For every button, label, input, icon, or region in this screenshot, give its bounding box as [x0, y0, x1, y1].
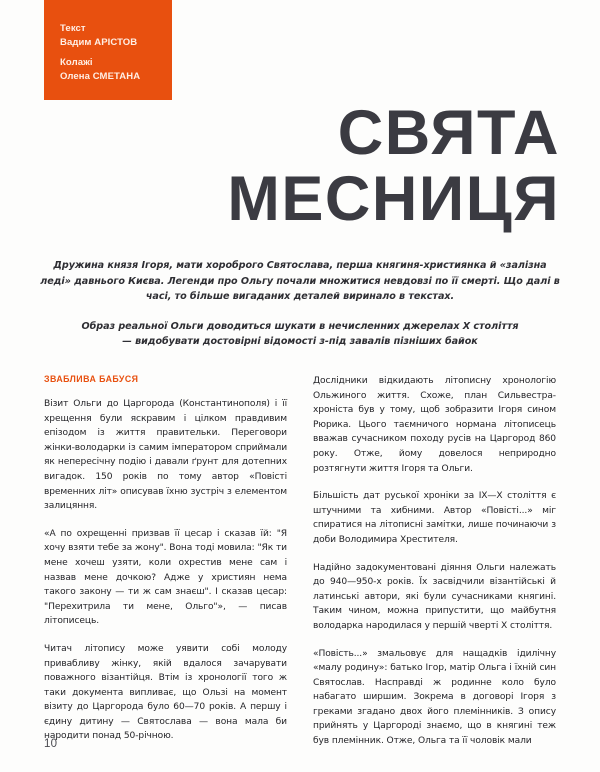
body-paragraph: Надійно задокументовані діяння Ольги належать до 940—950-х років. Їх засвідчили візантійські й латинські автори, які були сучасниками княгині. Таким чином, можна припустити, що майбутня володарка народилася у першій чверті X століття.	[313, 562, 556, 631]
page-title	[0, 98, 600, 234]
page-title-line-2: МЕСНИЦЯ	[227, 163, 560, 234]
lead-paragraph-2: Образ реальної Ольги доводиться шукати в нечисленних джерелах X століття — видобувати достовірні відомості з-під завалів пізніших байок	[81, 320, 519, 347]
body-paragraph: Дослідники відкидають літописну хронологію Ольжиного життя. Схоже, план Сильвестра-хроніста був у тому, щоб зобразити Ігоря сином Рюрика. Цього таємничого нормана літописець вважав сучасником походу русів на Царгород 860 року. Отже, йому довелося неприродно розтягнути життя Ігоря та Ольги.	[313, 376, 556, 474]
body-paragraph: Читач літопису може уявити собі молоду привабливу жінку, якій вдалося зачарувати поважного візантійця. Втім із хронології того ж таки документа випливає, що Ользі на момент візиту до Царгорода було 60—70 років. А першу і єдину дитину — Святослава — вона мала би народити понад 50-річною.	[44, 643, 287, 742]
page-title-line-1: СВЯТА	[337, 98, 560, 168]
body-paragraph: Візит Ольги до Царгорода (Константинополя) і її хрещення були яскравим і цілком правдивим епізодом із життя правительки. Переговори жінки-володарки із самим імператором сприймали як непересічну подію і давали ґрунт для дотепних вигадок. 150 років по тому автор «Повісті временних літ» описував їхню зустріч з елементом залицяння.	[44, 399, 287, 512]
article-column-right	[313, 374, 556, 749]
section-kicker: ЗВАБЛИВА БАБУСЯ	[44, 374, 139, 384]
lead-paragraph-1: Дружина князя Ігоря, мати хороброго Святослава, перша княгиня-християнка й «залізна леді» давнього Києва. Легенди про Ольгу почали множитися невдовзі по її смерті. Що далі в часі, то більше вигаданих деталей виринало в текстах.	[40, 260, 560, 302]
credits-text-role-label: Текст	[60, 23, 86, 34]
credits-collage-author: Олена СМЕТАНА	[60, 70, 141, 82]
page-number: 10	[44, 738, 58, 750]
body-paragraph: Більшість дат руської хроніки за IX—X століття є штучними та хибними. Автор «Повісті...» міг спиратися на літописні замітки, лише починаючи з доби Володимира Хрестителя.	[313, 491, 556, 545]
lead-block	[38, 258, 562, 350]
article-body	[44, 374, 556, 749]
credits-group-collage	[60, 56, 172, 83]
article-column-left	[44, 374, 287, 749]
body-paragraph: «Повість...» змальовує для нащадків ідилічну «малу родину»: батько Ігор, матір Ольга і їхній син Святослав. Насправді ж родинне коло було набагато ширшим. Зокрема в договорі Ігоря з греками згадано двох його племінників. З опису прийнять у Царгороді знаємо, що в княгині теж був племінник. Отже, Ольга та її чоловік мали	[313, 648, 556, 747]
credits-collage-role-label: Колажі	[60, 57, 93, 68]
credits-text-author: Вадим АРІСТОВ	[60, 36, 138, 48]
body-paragraph: «А по охрещенні призвав її цесар і сказав їй: "Я хочу взяти тебе за жону". Вона тоді мовила: "Як ти мене хочеш узяти, коли охрестив мене сам і назвав мене дочкою? Адже у християн нема такого закону — ти ж сам знаєш". І сказав цесар: "Перехитрила ти мене, Ольго"», — писав літописець.	[44, 528, 287, 627]
credits-group-text	[60, 22, 172, 49]
credits-box	[44, 0, 172, 100]
